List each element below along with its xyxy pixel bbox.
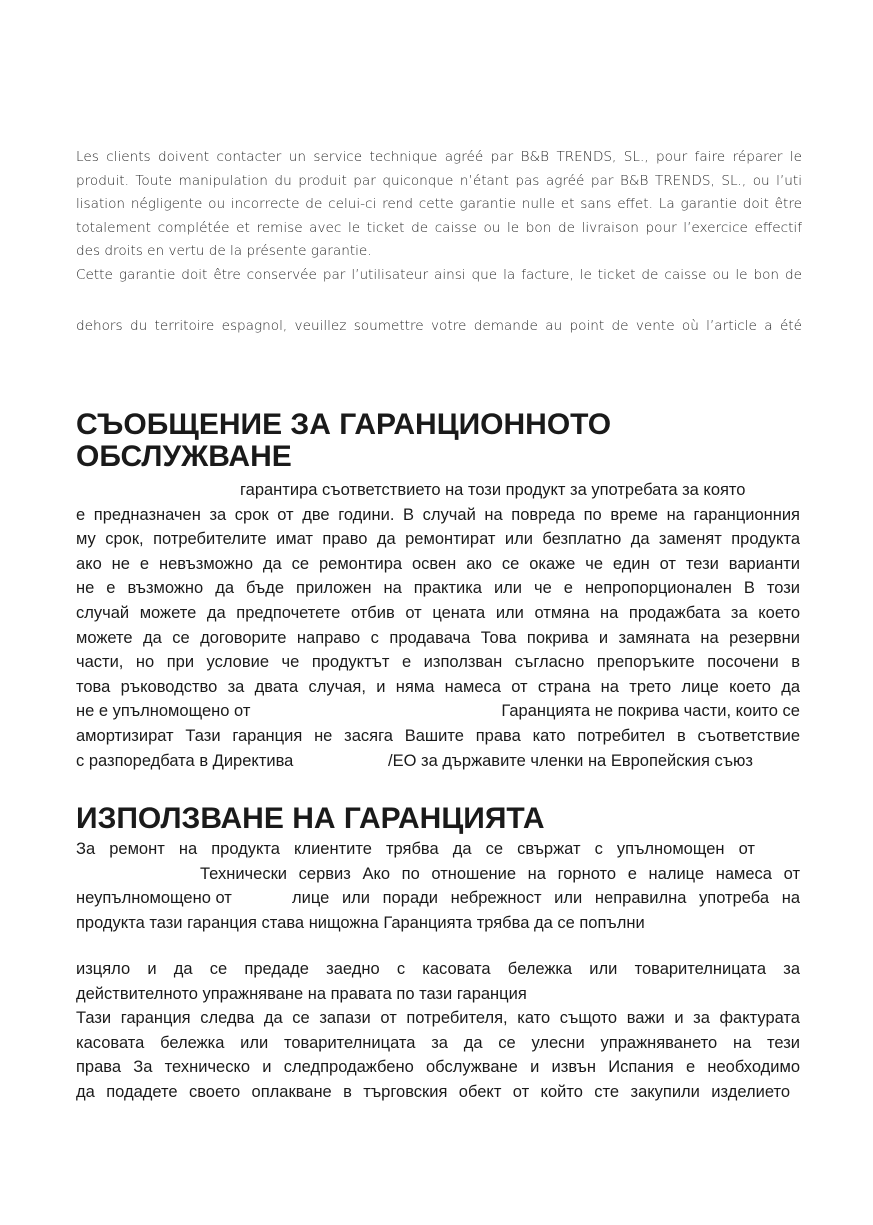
paragraph-line: продукта тази гаранция става нищожна Гаранцията трябва да се попълни	[76, 913, 645, 932]
paragraph-line: ако не е невъзможно да се ремонтира освен ако се окаже че един от тези варианти	[76, 554, 800, 573]
paragraph-line: lisation négligente ou incorrecte de celui-ci rend cette garantie nulle et sans effet. La garantie doit être	[76, 196, 802, 212]
paragraph-line: Тази гаранция следва да се запази от потребителя, като същото важи и за фактурата	[76, 1009, 800, 1028]
paragraph-line: действителното упражняване на правата по тази гаранция	[76, 984, 527, 1003]
heading-line: СЪОБЩЕНИЕ ЗА ГАРАНЦИОННОТО	[76, 408, 612, 441]
paragraph-line: des droits en vertu de la présente garantie.	[76, 243, 372, 259]
paragraph-line	[76, 699, 800, 724]
paragraph-line: totalement complétée et remise avec le ticket de caisse ou le bon de livraison pour l’exercice effectif	[76, 219, 802, 236]
paragraph-line: гарантира съответствието на този продукт за употребата за която	[240, 481, 746, 499]
french-paragraph	[76, 146, 802, 287]
line-segment: Гаранцията не покрива части, които се	[501, 702, 800, 721]
french-trailing-paragraph	[76, 315, 802, 339]
paragraph-line: касовата бележка или товарителницата за да се улесни упражняването на тези	[76, 1033, 800, 1052]
paragraph-line	[76, 749, 800, 774]
paragraph-line: това ръководство за двата случая, и няма намеса от страна на трето лице което да	[76, 677, 800, 696]
paragraph-line: можете да се договорите направо с продавача Това покрива и замяната на резервни	[76, 628, 800, 647]
paragraph-line: Les clients doivent contacter un service technique agréé par B&B TRENDS, SL., pour faire réparer le	[76, 149, 802, 165]
paragraph-line: права За техническо и следпродажбено обслужване и извън Испания е необходимо	[76, 1058, 800, 1077]
paragraph-line: produit. Toute manipulation du produit par quiconque n’étant pas agréé par B&B TRENDS, SL., ou l’uti	[76, 172, 802, 189]
warranty-usage-body-continued	[76, 957, 800, 1105]
line-segment: неупълномощено от	[76, 889, 232, 908]
warranty-notice-body	[76, 478, 800, 773]
line-segment: не е упълномощено от	[76, 702, 251, 721]
paragraph-line: dehors du territoire espagnol, veuillez soumettre votre demande au point de vente où l’article a été	[76, 318, 802, 334]
paragraph-line: не е възможно да бъде приложен на практика или че е непропорционален В този	[76, 579, 800, 598]
line-segment: с разпоредбата в Директива	[76, 751, 294, 770]
paragraph-line: части, но при условие че продуктът е използван съгласно препоръките посочени в	[76, 653, 800, 672]
line-segment: /ЕО за държавите членки на Европейския съюз	[388, 751, 753, 770]
heading-line: ОБСЛУЖВАНЕ	[76, 440, 292, 473]
paragraph-line: Технически сервиз Ако по отношение на горното е налице намеса от	[200, 864, 800, 883]
paragraph-line: изцяло и да се предаде заедно с касовата бележка или товарителницата за	[76, 960, 800, 978]
paragraph-line: е предназначен за срок от две години. В случай на повреда по време на гаранционния	[76, 505, 800, 524]
paragraph-line: амортизират Тази гаранция не засяга Вашите права като потребител в съответствие	[76, 726, 800, 745]
paragraph-line: Cette garantie doit être conservée par l’utilisateur ainsi que la facture, le ticket de caisse ou le bon de	[76, 266, 802, 283]
paragraph-line: му срок, потребителите имат право да ремонтират или безплатно да заменят продукта	[76, 530, 800, 549]
paragraph-line: да подадете своето оплакване в търговския обект от който сте закупили изделието	[76, 1082, 790, 1101]
heading-line: ИЗПОЛЗВАНЕ НА ГАРАНЦИЯТА	[76, 802, 545, 835]
warranty-usage-body	[76, 837, 800, 935]
paragraph-line: За ремонт на продукта клиентите трябва да се свържат с упълномощен от	[76, 840, 755, 858]
line-segment: лице или поради небрежност или неправилна употреба на	[292, 889, 800, 908]
paragraph-line: случай можете да предпочетете отбив от цената или отмяна на продажбата за което	[76, 603, 800, 622]
warranty-usage-heading	[76, 803, 545, 835]
paragraph-line	[76, 886, 800, 911]
warranty-notice-heading	[76, 409, 611, 473]
